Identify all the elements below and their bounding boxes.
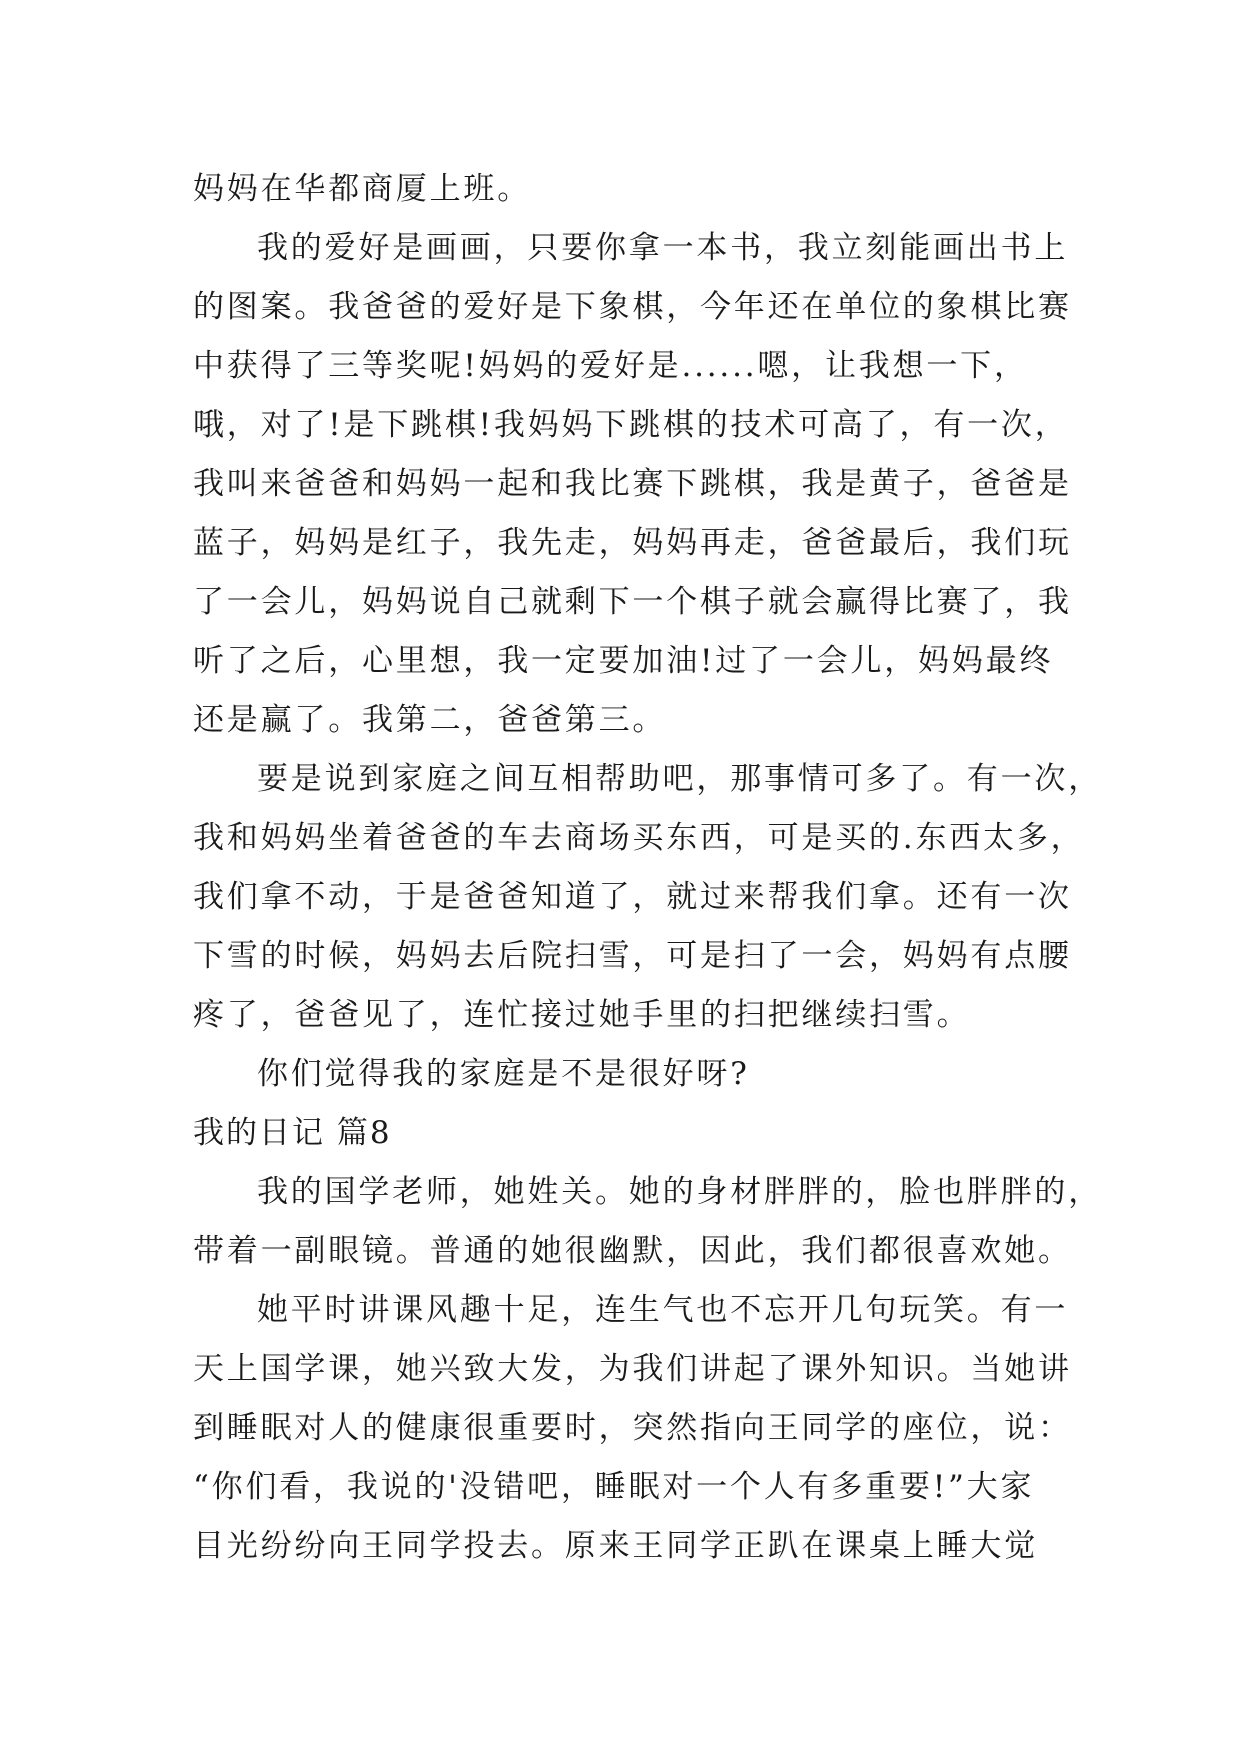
text-line: 中获得了三等奖呢!妈妈的爱好是......嗯，让我想一下， — [193, 348, 1028, 384]
section-heading: 我的日记 篇8 — [193, 1115, 392, 1151]
text-line: 带着一副眼镜。普通的她很幽默，因此，我们都很喜欢她。 — [193, 1233, 1072, 1269]
text-line: 到睡眠对人的健康很重要时，突然指向王同学的座位，说： — [193, 1410, 1072, 1446]
text-line: 了一会儿，妈妈说自己就剩下一个棋子就会赢得比赛了，我 — [193, 584, 1072, 620]
text-line: 疼了，爸爸见了，连忙接过她手里的扫把继续扫雪。 — [193, 997, 971, 1033]
text-line: 哦，对了!是下跳棋!我妈妈下跳棋的技术可高了，有一次， — [193, 407, 1069, 443]
text-line: 的图案。我爸爸的爱好是下象棋，今年还在单位的象棋比赛 — [193, 289, 1072, 325]
text-line: 听了之后，心里想，我一定要加油!过了一会儿，妈妈最终 — [193, 643, 1054, 679]
paragraph-first-line: 要是说到家庭之间互相帮助吧，那事情可多了。有一次， — [257, 761, 1102, 797]
document-body — [193, 160, 1102, 1576]
paragraph-first-line: 你们觉得我的家庭是不是很好呀? — [257, 1056, 750, 1092]
text-line: 下雪的时候，妈妈去后院扫雪，可是扫了一会，妈妈有点腰 — [193, 938, 1072, 974]
text-line: 妈妈在华都商厦上班。 — [193, 171, 531, 207]
paragraph-first-line: 我的爱好是画画，只要你拿一本书，我立刻能画出书上 — [257, 230, 1069, 266]
text-line: 我们拿不动，于是爸爸知道了，就过来帮我们拿。还有一次 — [193, 879, 1072, 915]
text-line: 我和妈妈坐着爸爸的车去商场买东西，可是买的.东西太多， — [193, 820, 1085, 856]
paragraph-first-line: 她平时讲课风趣十足，连生气也不忘开几句玩笑。有一 — [257, 1292, 1069, 1328]
text-line: “你们看，我说的'没错吧，睡眠对一个人有多重要!”大家 — [193, 1469, 1035, 1505]
text-line: 目光纷纷向王同学投去。原来王同学正趴在课桌上睡大觉 — [193, 1528, 1038, 1564]
text-line: 还是赢了。我第二，爸爸第三。 — [193, 702, 667, 738]
text-line: 蓝子，妈妈是红子，我先走，妈妈再走，爸爸最后，我们玩 — [193, 525, 1072, 561]
paragraph-first-line: 我的国学老师，她姓关。她的身材胖胖的，脸也胖胖的， — [257, 1174, 1102, 1210]
text-line: 天上国学课，她兴致大发，为我们讲起了课外知识。当她讲 — [193, 1351, 1072, 1387]
text-line: 我叫来爸爸和妈妈一起和我比赛下跳棋，我是黄子，爸爸是 — [193, 466, 1072, 502]
